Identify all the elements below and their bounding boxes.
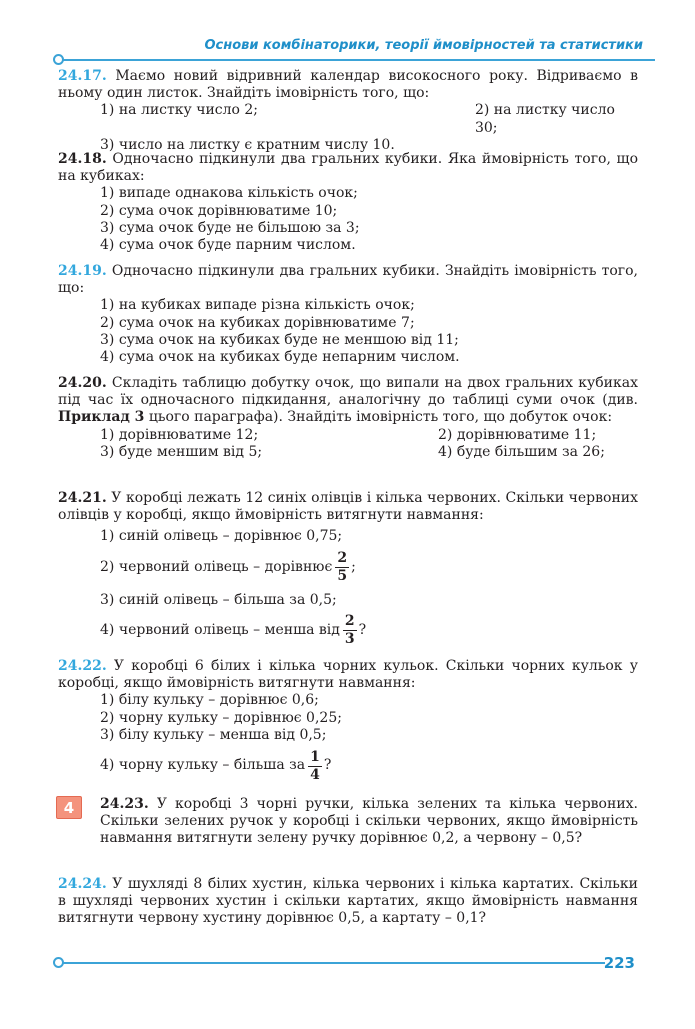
answer-item-fraction <box>58 609 638 653</box>
fraction-numerator: 2 <box>344 613 355 630</box>
answer-item: 4) сума очок буде парним числом. <box>100 237 356 254</box>
answer-item: 3) білу кульку – менша від 0,5; <box>100 726 327 743</box>
answer-item: 3) синій олівець – більша за 0,5; <box>100 591 337 608</box>
problem-number: 24.22. <box>58 658 107 674</box>
answer-item: 3) буде меншим від 5; <box>100 443 263 460</box>
fraction-denominator: 3 <box>344 631 355 648</box>
answer-item: 1) на листку число 2; <box>100 102 259 119</box>
running-header: Основи комбінаторики, теорії ймовірностей та статистики <box>204 38 643 53</box>
problem-text: цього параграфа). Знайдіть імовірність того, що добуток очок: <box>148 409 613 426</box>
fraction <box>308 749 322 784</box>
problem-number: 24.18. <box>58 151 107 167</box>
answer-item-fraction <box>58 546 638 590</box>
problem-text: Одночасно підкинули два гральних кубики. Знайдіть імовірність того, що: <box>58 263 638 297</box>
page-number: 223 <box>603 954 635 972</box>
fraction-denominator: 5 <box>337 568 348 585</box>
difficulty-level-badge: 4 <box>56 796 82 819</box>
answer-item: 1) випаде однакова кількість очок; <box>100 185 358 202</box>
answer-item: 4) буде більшим за 26; <box>438 443 605 460</box>
problem-24-22 <box>58 658 638 788</box>
answer-item: 2) чорну кульку – дорівнює 0,25; <box>100 709 342 726</box>
answer-item: 1) дорівнюватиме 12; <box>100 426 259 443</box>
answer-item: 3) число на листку є кратним числу 10. <box>100 136 395 153</box>
problem-text: У коробці 3 чорні ручки, кілька зелених та кілька червоних. Скільки зелених ручок у коробці і скільки червоних, якщо ймовірність навмання витягнути зелену ручку дорівнює 0,2, а червону – 0,5? <box>100 796 638 847</box>
answer-text: 4) червоний олівець – менша від <box>100 622 340 639</box>
header-rule-dot <box>53 54 64 65</box>
problem-24-19 <box>58 263 638 366</box>
punctuation: ? <box>323 757 332 774</box>
answer-item: 1) білу кульку – дорівнює 0,6; <box>100 692 319 709</box>
problem-text: У коробці лежать 12 синіх олівців і кілька червоних. Скільки червоних олівців у коробці, якщо ймовірність витягнути навмання: <box>58 490 638 524</box>
problem-text: У коробці 6 білих і кілька чорних кульок. Скільки чорних кульок у коробці, якщо ймовірність витягнути навмання: <box>58 658 638 692</box>
answer-row <box>58 444 638 461</box>
problem-number: 24.19. <box>58 263 107 279</box>
fraction-numerator: 1 <box>310 748 320 765</box>
header-rule <box>58 59 655 61</box>
problem-text: Складіть таблицю добутку очок, що випали на двох гральних кубиках під час їх одночасного підкидання, аналогічну до таблиці суми очок (див. <box>58 375 639 409</box>
answer-item: 2) сума очок на кубиках дорівнюватиме 7; <box>100 314 415 331</box>
footer-rule <box>58 962 605 964</box>
fraction <box>343 613 357 648</box>
answer-text: 4) чорну кульку – більша за <box>100 757 306 774</box>
problem-number: 24.21. <box>58 490 107 506</box>
problem-24-23 <box>100 796 638 848</box>
answer-item: 2) на листку число 30; <box>474 102 615 136</box>
example-reference: Приклад 3 <box>58 409 145 426</box>
problem-24-20 <box>58 375 638 461</box>
answer-item: 1) синій олівець – дорівнює 0,75; <box>100 528 343 545</box>
problem-24-21 <box>58 490 638 653</box>
fraction-numerator: 2 <box>337 550 348 567</box>
answer-item: 2) дорівнюватиме 11; <box>438 426 597 443</box>
problem-number: 24.17. <box>58 68 107 84</box>
answer-item: 3) сума очок буде не більшою за 3; <box>100 219 360 236</box>
problem-number: 24.20. <box>58 375 107 391</box>
footer-rule-dot <box>53 957 64 968</box>
answer-item-fraction <box>58 744 638 788</box>
problem-24-24 <box>58 876 638 928</box>
problem-number: 24.23. <box>100 796 149 812</box>
problem-24-18 <box>58 151 638 254</box>
problem-24-17 <box>58 68 638 154</box>
problem-text: Одночасно підкинули два гральних кубики. Яка ймовірність того, що на кубиках: <box>58 151 639 185</box>
fraction-denominator: 4 <box>310 766 320 783</box>
problem-text: Маємо новий відривний календар високосного року. Відриваємо в ньому один листок. Знайдіть імовірність того, що: <box>58 68 639 102</box>
answer-text: 2) червоний олівець – дорівнює <box>100 559 333 575</box>
answer-item: 2) сума очок дорівнюватиме 10; <box>100 202 338 219</box>
problem-text: У шухляді 8 білих хустин, кілька червоних і кілька картатих. Скільки в шухляді червоних хустин і скільки картатих, якщо ймовірність навмання витягнути червону хустину дорівнює 0,5, а картату – 0,1? <box>58 876 638 927</box>
problem-number: 24.24. <box>58 876 107 892</box>
answer-item: 4) сума очок на кубиках буде непарним числом. <box>100 349 460 366</box>
punctuation: ; <box>351 559 356 575</box>
answer-row <box>58 102 638 136</box>
answer-item: 1) на кубиках випаде різна кількість очок; <box>100 297 415 314</box>
punctuation: ? <box>358 622 367 639</box>
answer-row <box>58 427 638 444</box>
answer-item: 3) сума очок на кубиках буде не меншою від 11; <box>100 331 459 348</box>
fraction <box>335 550 349 585</box>
